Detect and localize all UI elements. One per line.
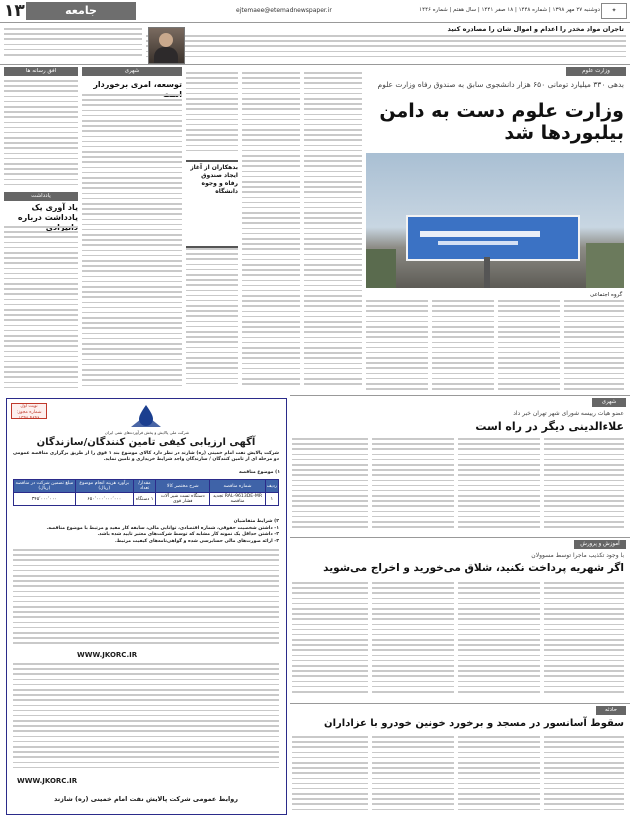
ad-footer: روابط عمومی شرکت پالایش نفت امام خمینی (ره) شازند bbox=[53, 795, 239, 803]
left-tag: افق رسانه ها bbox=[4, 67, 78, 76]
table-row bbox=[14, 493, 279, 506]
story3-col-1 bbox=[292, 582, 368, 700]
ad-website-1[interactable]: WWW.JKORC.IR bbox=[77, 651, 138, 659]
left-tag-2: یادداشت bbox=[4, 192, 78, 201]
story3-col-4 bbox=[544, 582, 624, 700]
story4-col-3 bbox=[458, 736, 540, 816]
upper-tag: شهری bbox=[82, 67, 182, 76]
ad-badge-code: شماره مجوز: ۱۳۹۸.۴۸۹۶ bbox=[16, 410, 42, 421]
middle-col-text-a bbox=[186, 72, 238, 158]
mid-col-3 bbox=[458, 438, 540, 534]
upper-article-title: توسعه، امری برخوردار bbox=[93, 80, 182, 89]
pull-quote bbox=[186, 160, 238, 248]
th-number: شماره مناقصه bbox=[210, 480, 265, 493]
divider-4 bbox=[290, 703, 630, 704]
dateline: دوشنبه ۲۷ مهر ۱۳۹۸ | شماره ۱۴۴۸ | ۱۸ صفر ۱۴۴۱ | سال هفتم | شماره ۱۴۴۶ bbox=[419, 7, 600, 13]
main-headline: وزارت علوم دست به دامن بیلبوردها شد bbox=[379, 100, 624, 144]
story4-headline: سقوط آسانسور در مسجد و برخورد خونین خودرو با عزاداران bbox=[324, 718, 624, 729]
billboard-photo bbox=[366, 153, 624, 288]
author-portrait-photo bbox=[148, 27, 185, 64]
top-story-title: تاجران مواد مخدر را اعدام و اموال شان را مصادره کنید bbox=[447, 25, 624, 33]
th-row: ردیف bbox=[265, 480, 278, 493]
th-guarantee: مبلغ تضمین شرکت در مناقصه (ریال) bbox=[15, 481, 74, 491]
mid-kicker: عضو هیات رییسه شورای شهر تهران خبر داد bbox=[513, 410, 624, 417]
ad-condition-3: ۳- ارائه صورت‌های مالی حسابرسی شده و گواهی‌نامه‌های کیفیت مرتبط. bbox=[115, 538, 279, 544]
left-article-text bbox=[4, 226, 78, 392]
td-guarantee: ۳۴۵٬۰۰۰٬۰۰۰ bbox=[14, 493, 76, 506]
top-left-text bbox=[4, 28, 142, 62]
td-row: ۱ bbox=[265, 493, 278, 506]
ad-website-2[interactable]: WWW.JKORC.IR bbox=[17, 777, 78, 785]
ad-condition-0: ۲) شرایط متقاضیان bbox=[233, 519, 279, 524]
middle-col-text-b bbox=[186, 248, 238, 392]
divider-1 bbox=[0, 64, 630, 65]
oil-company-logo bbox=[123, 403, 169, 429]
ad-item1: ۱) موضوع مناقصه bbox=[238, 470, 280, 475]
th-desc: شرح مختصر کالا bbox=[156, 480, 210, 493]
td-number: RAL-9613DE-MR تجدید مناقصه bbox=[210, 493, 265, 506]
mid-headline: علاءالدینی دیگر در راه است bbox=[475, 420, 624, 433]
ad-conditions bbox=[13, 519, 279, 545]
newspaper-logo: ✦ bbox=[601, 3, 627, 19]
main-col-6 bbox=[564, 300, 624, 392]
ad-logo-label: شرکت ملی پالایش و پخش فرآورده‌های نفتی ایران bbox=[104, 430, 190, 435]
mid-col-2 bbox=[372, 438, 454, 534]
section-title: جامعه bbox=[26, 2, 136, 20]
ad-table-wrap bbox=[13, 479, 279, 506]
pull-quote-text: بدهکاران از آغاز ایجاد صندوق رفاه و وجوه دانشگاه bbox=[190, 164, 238, 195]
photo-caption-tag: گروه اجتماعی bbox=[590, 292, 623, 298]
tender-advertisement bbox=[6, 398, 287, 815]
left-col-text bbox=[4, 80, 78, 190]
story3-kicker: با وجود تکذیب ماجرا توسط مسوولان bbox=[531, 552, 624, 559]
story4-col-4 bbox=[544, 736, 624, 816]
left-article-title: یاد آوری یک یادداشت درباره bbox=[17, 203, 78, 222]
th-estimate: برآورد هزینه انجام موضوع (ریال) bbox=[75, 480, 133, 493]
divider-2 bbox=[290, 395, 630, 396]
main-col-2 bbox=[304, 72, 362, 392]
main-col-1 bbox=[242, 72, 300, 392]
mid-col-4 bbox=[544, 438, 624, 534]
mid-tag: شهری bbox=[592, 398, 626, 407]
main-col-3 bbox=[366, 300, 428, 392]
main-col-5 bbox=[498, 300, 560, 392]
th-qty: مقدار/تعداد bbox=[133, 480, 155, 493]
ad-badge-top: نوبت اول bbox=[20, 404, 38, 409]
ad-intro: شرکت پالایش نفت امام خمینی (ره) شازند در نظر دارد کالای موضوع بند ۱ فوق را از طریق برگزاری مناقصه عمومی دو مرحله ای از تامین کنندگان / سازندگان واجد شرایط خریداری و تامین نماید. bbox=[13, 451, 279, 462]
td-estimate: ۶۵۰٬۰۰۰٬۰۰۰٬۰۰۰ bbox=[75, 493, 133, 506]
divider-3 bbox=[290, 537, 630, 538]
ad-body-text-2 bbox=[13, 663, 279, 773]
top-story bbox=[146, 25, 626, 63]
email-link[interactable]: ejtemaee@etemadnewspaper.ir bbox=[236, 7, 332, 14]
ad-body-text-1 bbox=[13, 549, 279, 649]
ad-title: آگهی ارزیابی کیفی تامین کنندگان/سازندگان bbox=[36, 437, 256, 448]
mid-col-1 bbox=[292, 438, 368, 534]
top-story-text bbox=[146, 35, 626, 63]
main-col-4 bbox=[432, 300, 494, 392]
main-kicker: وزارت علوم bbox=[566, 67, 626, 76]
ad-table-header bbox=[14, 480, 279, 493]
td-qty: ۱ دستگاه bbox=[133, 493, 155, 506]
ad-condition-2: ۲- داشتن حداقل یک نمونه کار مشابه که توسط شرکت‌های معتبر تایید شده باشد. bbox=[97, 532, 279, 537]
story4-tag: حادثه bbox=[596, 706, 626, 715]
ad-tender-table bbox=[13, 479, 279, 506]
story4-col-2 bbox=[372, 736, 454, 816]
upper-article-text bbox=[82, 94, 182, 392]
billboard-sign bbox=[406, 215, 580, 261]
td-desc: دستگاه تست شیر آلات فشار قوی bbox=[156, 493, 210, 506]
ad-condition-1: ۱- داشتن شخصیت حقوقی، شماره اقتصادی، توانایی مالی، سابقه کار مفید و مرتبط با موضوع مناقصه. bbox=[46, 525, 279, 531]
header-divider bbox=[0, 22, 630, 23]
ad-notice-badge bbox=[11, 403, 47, 419]
main-subtitle: بدهی ۳۳۰ میلیارد تومانی ۶۵۰ هزار دانشجوی سابق به صندوق رفاه وزارت علوم bbox=[377, 80, 624, 89]
story3-col-3 bbox=[458, 582, 540, 700]
page-number: ۱۳ bbox=[4, 1, 25, 21]
story3-tag: آموزش و پرورش bbox=[574, 540, 626, 549]
page-header bbox=[0, 0, 630, 22]
story3-headline: اگر شهریه پرداخت نکنید، شلاق می‌خورید و اخراج می‌شوید bbox=[323, 562, 624, 574]
story3-col-2 bbox=[372, 582, 454, 700]
story4-col-1 bbox=[292, 736, 368, 816]
